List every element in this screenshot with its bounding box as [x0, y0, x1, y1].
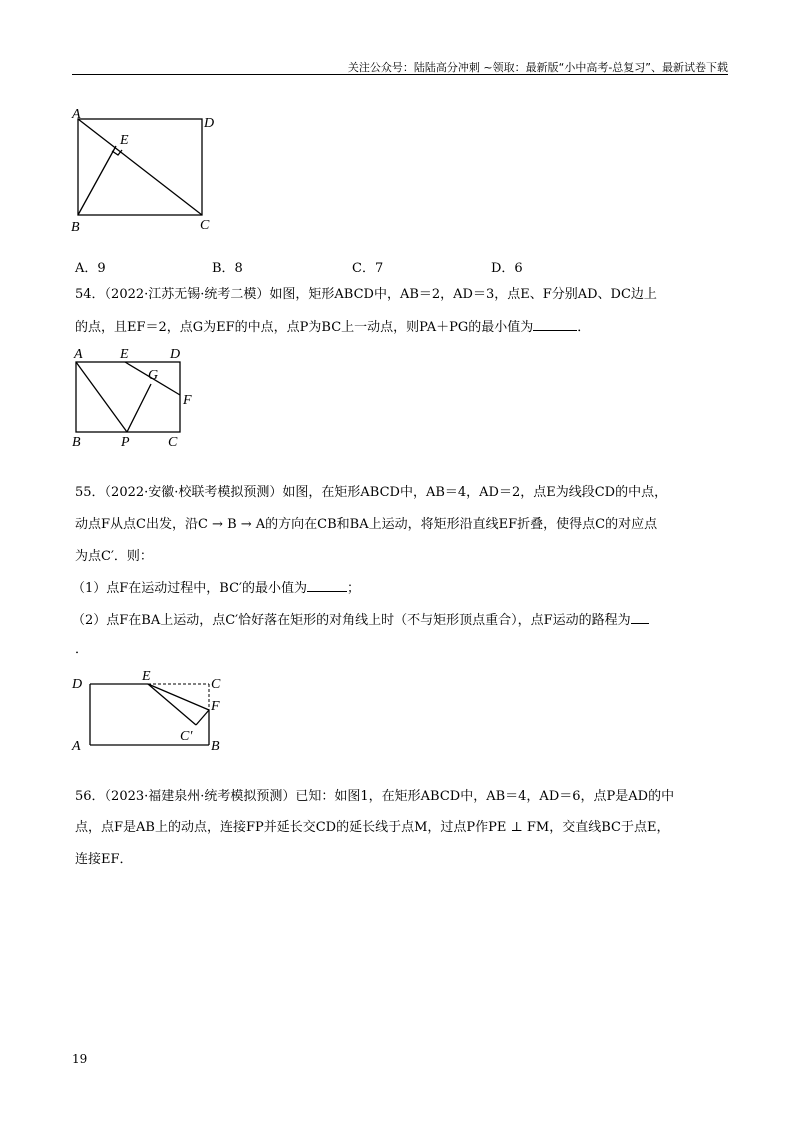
q55-label-a: A	[72, 739, 81, 754]
q55-line-3: 为点C′．则：	[75, 549, 153, 564]
q54-label-f: F	[183, 393, 192, 408]
q54-label-p: P	[121, 435, 130, 450]
q54-line-2	[75, 318, 590, 337]
figure-rectangle-abcd-q53	[68, 105, 228, 235]
option-a: A．9	[75, 261, 106, 276]
q54-answer-blank	[533, 318, 577, 331]
q55-label-c: C	[211, 677, 221, 692]
q55-dot: ．	[75, 642, 89, 657]
option-b: B．8	[212, 261, 243, 276]
q55-line-2: 动点F从点C出发，沿C → B → A的方向在CB和BA上运动，将矩形沿直线EF折叠，使得点C的对应点	[75, 517, 658, 532]
q54-line-2-end: ．	[577, 320, 591, 335]
q55-sub-2	[72, 611, 649, 630]
q54-label-d: D	[170, 347, 181, 362]
q55-label-f: F	[211, 699, 220, 714]
fig1-label-e: E	[120, 133, 129, 148]
fig1-label-b: B	[71, 220, 80, 235]
q55-sub-1-text: （1）点F在运动过程中，BC′的最小值为	[72, 581, 307, 596]
q55-sub-1	[72, 579, 360, 598]
q55-line-1: 55．（2022·安徽·校联考模拟预测）如图，在矩形ABCD中，AB＝4，AD＝2，点E为线段CD的中点，	[75, 485, 668, 500]
q54-label-a: A	[74, 347, 83, 362]
q56-line-1: 56．（2023·福建泉州·统考模拟预测）已知：如图1，在矩形ABCD中，AB＝4，AD＝6，点P是AD的中	[75, 789, 675, 804]
page-header: 关注公众号：陆陆高分冲刺 ~领取：最新版“小中高考-总复习”、最新试卷下载	[347, 61, 728, 74]
q54-line-1: 54．（2022·江苏无锡·统考二模）如图，矩形ABCD中，AB＝2，AD＝3，点E、F分别AD、DC边上	[75, 287, 657, 302]
option-c: C．7	[352, 261, 384, 276]
q54-label-e: E	[120, 347, 129, 362]
q55-sub-1-end: ；	[346, 581, 360, 596]
q54-line-2-text: 的点，且EF＝2，点G为EF的中点，点P为BC上一动点，则PA＋PG的最小值为	[75, 320, 534, 335]
q55-label-c-prime: C′	[180, 729, 193, 744]
q55-label-d: D	[72, 677, 83, 692]
q54-label-c: C	[168, 435, 178, 450]
fig1-label-a: A	[72, 107, 81, 122]
q54-label-g: G	[148, 368, 159, 383]
q55-label-e: E	[142, 669, 151, 684]
q55-sub-2-text: （2）点F在BA上运动，点C′恰好落在矩形的对角线上时（不与矩形顶点重合），点F运动的路程为	[72, 613, 631, 628]
q55-answer-blank-1	[307, 579, 347, 592]
page-number: 19	[72, 1052, 88, 1066]
figure-rectangle-q55	[68, 668, 238, 758]
option-d: D．6	[491, 261, 523, 276]
q54-label-b: B	[72, 435, 81, 450]
q56-line-2: 点，点F是AB上的动点，连接FP并延长交CD的延长线于点M，过点P作PE ⊥ FM，交直线BC于点E，	[75, 820, 670, 835]
q56-line-3: 连接EF．	[75, 852, 133, 867]
header-divider	[72, 74, 728, 75]
fig1-label-c: C	[200, 218, 210, 233]
q55-label-b: B	[211, 739, 220, 754]
q55-answer-blank-2	[631, 611, 649, 624]
figure-rectangle-q54	[68, 342, 208, 452]
fig1-label-d: D	[204, 116, 215, 131]
